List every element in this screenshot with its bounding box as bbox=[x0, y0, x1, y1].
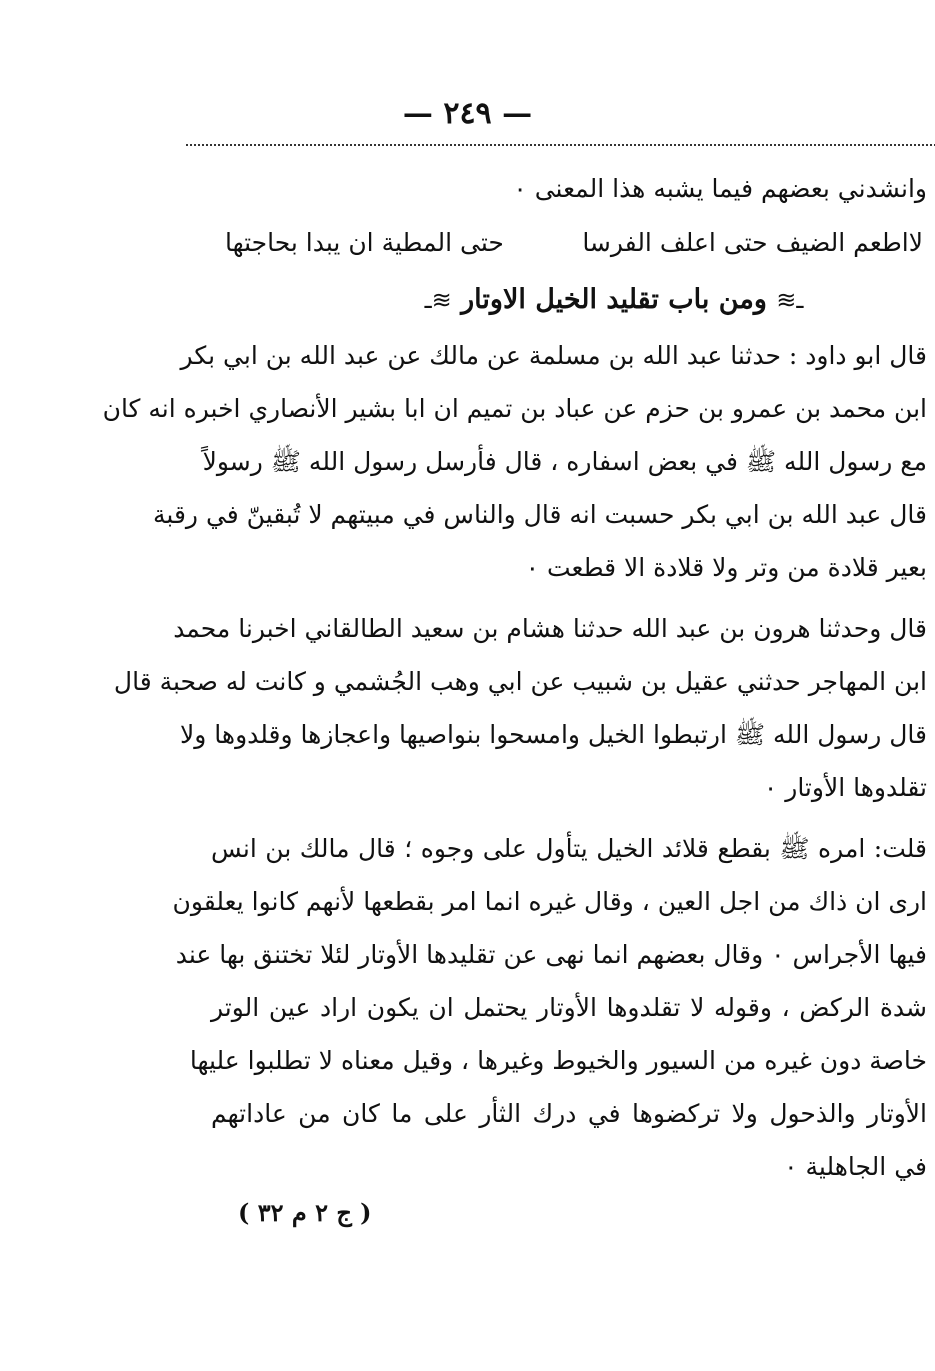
text-line: قلت: امره ﷺ بقطع قلائد الخيل يتأول على وجوه ؛ قال مالك بن انس bbox=[211, 834, 927, 863]
verse-first-hemistich: لااطعم الضيف حتى اعلف الفرسا bbox=[582, 228, 923, 257]
intro-line: وانشدني بعضهم فيما يشبه هذا المعنى ٠ bbox=[513, 174, 927, 203]
ornament-left-icon: ≋ـ bbox=[424, 286, 452, 314]
text-line: تقلدوها الأوتار ٠ bbox=[763, 773, 927, 802]
text-line: قال عبد الله بن ابي بكر حسبت انه قال والناس في مبيتهم لا تُبقينّ في رقبة bbox=[153, 500, 927, 529]
text-line: في الجاهلية ٠ bbox=[784, 1152, 927, 1181]
header-divider bbox=[186, 144, 935, 146]
paragraph-3 bbox=[172, 822, 927, 1193]
text-line: قال وحدثنا هرون بن عبد الله حدثنا هشام بن سعيد الطالقاني اخبرنا محمد bbox=[173, 614, 927, 643]
text-line: مع رسول الله ﷺ في بعض اسفاره ، قال فأرسل رسول الله ﷺ رسولاً bbox=[202, 447, 927, 476]
text-line: فيها الأجراس ٠ وقال بعضهم انما نهى عن تقليدها الأوتار لئلا تختنق بها عند bbox=[175, 940, 927, 969]
text-line: ارى ان ذاك من اجل العين ، وقال غيره انما امر بقطعها لأنهم كانوا يعلقون bbox=[172, 887, 927, 916]
paragraph-2 bbox=[113, 602, 927, 814]
paragraph-1 bbox=[102, 329, 927, 594]
text-line: ابن محمد بن عمرو بن حزم عن عباد بن تميم ان ابا بشير الأنصاري اخبره انه كان bbox=[102, 394, 927, 423]
poetry-verse bbox=[211, 215, 927, 271]
section-heading-text: ومن باب تقليد الخيل الاوتار bbox=[461, 284, 767, 315]
text-line: ابن المهاجر حدثني عقيل بن شبيب عن ابي وهب الجُشمي و كانت له صحبة قال bbox=[113, 667, 927, 696]
text-line: قال ابو داود : حدثنا عبد الله بن مسلمة عن مالك عن عبد الله بن ابي بكر bbox=[180, 341, 927, 370]
text-line: شدة الركض ، وقوله لا تقلدوها الأوتار يحتمل ان يكون اراد عين الوتر bbox=[211, 993, 927, 1022]
signature-mark: ( ج ٢ م ٣٢ ) bbox=[238, 1198, 372, 1227]
text-line: قال رسول الله ﷺ ارتبطوا الخيل وامسحوا بنواصيها واعجازها وقلدوها ولا bbox=[180, 720, 927, 749]
main-text bbox=[102, 162, 927, 1193]
text-line: خاصة دون غيره من السيور والخيوط وغيرها ، وقيل معناه لا تطلبوا عليها bbox=[189, 1046, 927, 1075]
page-number: — ٢٤٩ — bbox=[402, 96, 533, 131]
text-line: بعير قلادة من وتر ولا قلادة الا قطعت ٠ bbox=[525, 553, 927, 582]
text-line: الأوتار والذحول ولا تركضوها في درك الثأر على ما كان من عاداتهم bbox=[211, 1099, 927, 1128]
section-heading bbox=[211, 271, 927, 329]
verse-second-hemistich: حتى المطية ان يبدا بحاجتها bbox=[225, 228, 504, 257]
ornament-right-icon: ـ≋ bbox=[776, 286, 804, 314]
